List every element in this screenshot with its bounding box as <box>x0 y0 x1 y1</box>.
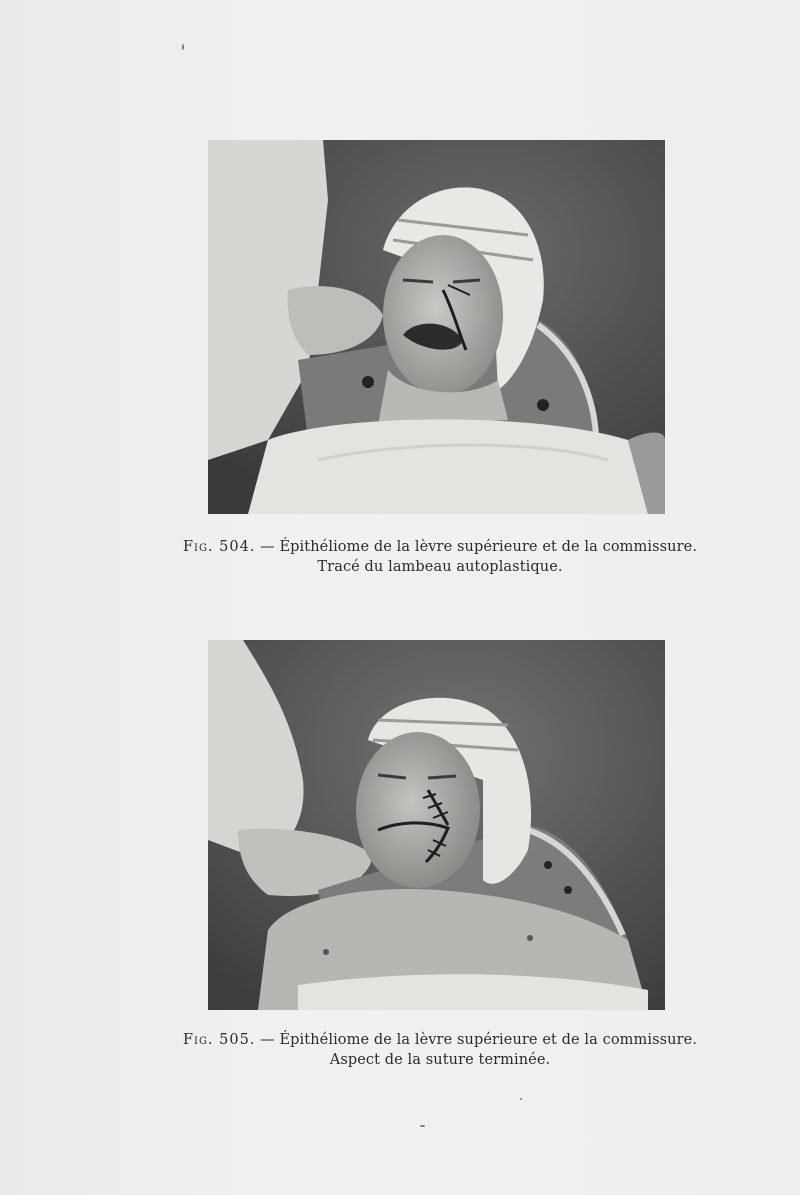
paper-speck <box>420 1125 425 1127</box>
caption-subtitle: Aspect de la suture terminée. <box>329 1052 551 1068</box>
paper-speck <box>182 44 184 50</box>
caption-text: — Épithéliome de la lèvre supérieure et de la commissure. <box>260 1032 698 1048</box>
caption-text: — Épithéliome de la lèvre supérieure et de la commissure. <box>260 539 698 555</box>
figure-504-caption <box>150 537 730 577</box>
figure-505-caption <box>150 1030 730 1070</box>
figure-label: Fig. 504. <box>182 539 256 555</box>
paper-speck <box>520 1098 522 1100</box>
figure-505-photograph <box>208 640 665 1010</box>
figure-504-photograph <box>208 140 665 514</box>
caption-line <box>150 1030 730 1050</box>
figure-label: Fig. 505. <box>182 1032 256 1048</box>
caption-line <box>150 537 730 557</box>
caption-subtitle: Tracé du lambeau autoplastique. <box>317 559 563 575</box>
